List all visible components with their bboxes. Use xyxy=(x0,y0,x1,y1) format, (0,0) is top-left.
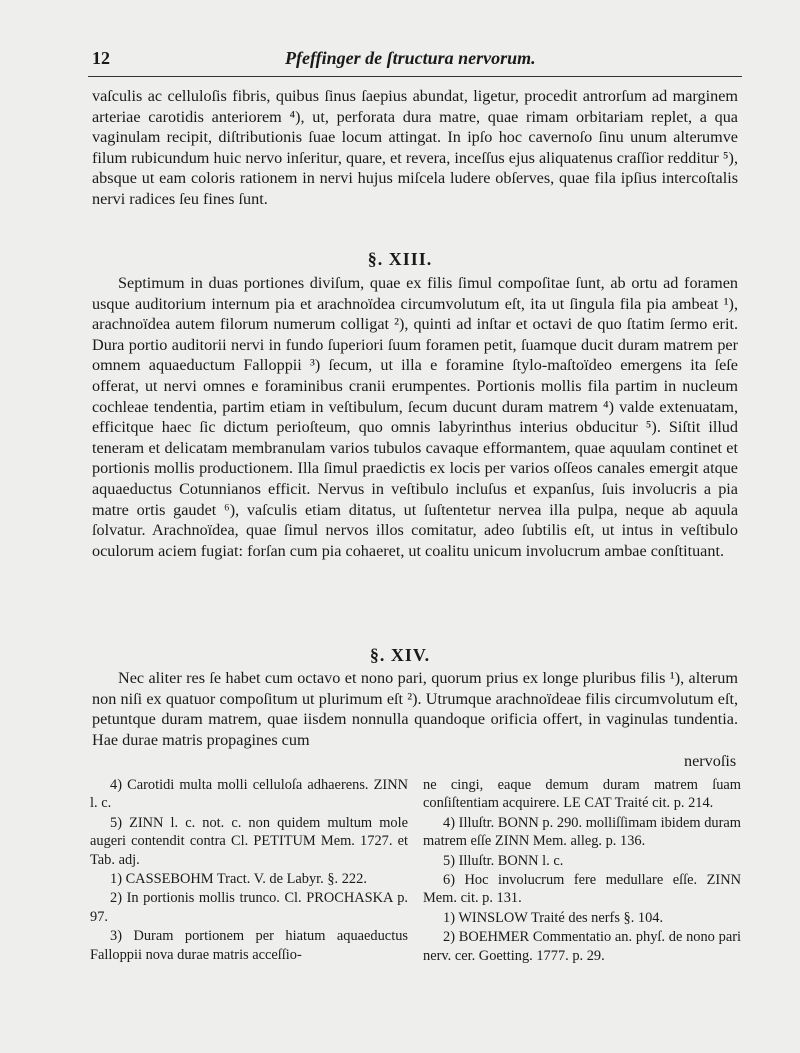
footnote: 5) Illuſtr. BONN l. c. xyxy=(443,852,564,869)
paragraph-1-text: vaſculis ac celluloſis fibris, quibus ſinus ſaepius abundat, ligetur, procedit antrorſum ad marginem arteriae carotidis anteriorem ⁴), ut, perforata dura matre, quae rimam orbitariam replet, a qua vaginulam recipit, diſtributionis ſuae locum attingat. In ipſo hoc cavernoſo ſinu unum alterumve filum rubicundum huic nervo inſeritur, quare, et revera, inceſſus ejus aliquatenus craſſior redditur ⁵), absque ut eam coloris rationem in nervi hujus miſcela ludere obſerves, quae fila ipſius intercoſtalis nervi radices ſeu fines ſunt. xyxy=(92,87,738,208)
footnote: 6) Hoc involucrum fere medullare eſſe. ZINN Mem. cit. p. 131. xyxy=(423,872,741,907)
catchword: nervoſis xyxy=(684,752,737,770)
footnote-continuation: ne cingi, eaque demum duram matrem ſuam conſiſtentiam acquirere. LE CAT Traité cit. p. 214. xyxy=(423,777,741,812)
paragraph-2-text: Septimum in duas portiones diviſum, quae ex filis ſimul compoſitae ſunt, ab ortu ad foramen usque auditorium internum pia et arachnoïdea circumvolutum eſt, ita ut ſingula fila pia ambeat ¹), arachnoïdea autem filorum numerum colligat ²), quinti ad inſtar et octavi de quo ſtatim ſermo erit. Dura portio auditorii nervi in fundo ſuperiori ſuum foramen petit, ſuamque ducit duram matrem per omnem aquaeductum Falloppii ³) ſecum, ut illa e foramine ſtylo-maſtoïdeo emergens ita ſeſe offerat, ut nervi omnes e foraminibus cranii erumpentes. Portionis mollis fila partim in nucleum cochleae tendentia, partim etiam in veſtibulum, ſecum ducunt duram matrem ⁴) valde extenuatam, efficitque haec ſic dictum perioſteum, quo omnis labyrinthus interius obducitur ⁵). Siſtit illud teneram et delicatam membranulam varios tubulos cavaque efformantem, quae aquulam continet et portionis mollis productionem. Illa ſimul praedictis ex locis per varios oſſeos canales emergit atque aquaeductus Cotunnianos efficit. Nervus in veſtibulo incluſus et expanſus, ſuis involucris a pia matre ortis gaudet ⁶), vaſculis etiam ditatus, ut ſuſtentetur nervea illa pulpa, neque ab aquula ſolvatur. Arachnoïdea, quae ſimul nervos illos comitatur, adeo ſubtilis eſt, ut intus in veſtibulo oculorum aciem fugiat: forſan cum pia cohaeret, ut coalitu unicum involucrum ambae conſtituant. xyxy=(92,274,738,560)
running-title: Pfeffinger de ſtructura nervorum. xyxy=(285,48,536,68)
header-rule xyxy=(88,76,742,77)
section-heading-14: §. XIV. xyxy=(369,645,431,665)
paragraph-2 xyxy=(92,273,738,561)
paragraph-1 xyxy=(92,86,738,210)
footnote: 1) CASSEBOHM Tract. V. de Labyr. §. 222. xyxy=(110,871,367,888)
section-heading-13: §. XIII. xyxy=(367,249,433,269)
footnote: 4) Illuſtr. BONN p. 290. molliſſimam ibidem duram matrem eſſe ZINN Mem. alleg. p. 136. xyxy=(423,814,741,850)
footnote: 3) Duram portionem per hiatum aquaeductus Falloppii nova durae matris acceſſio- xyxy=(90,928,408,963)
footnote: 2) BOEHMER Commentatio an. phyſ. de nono pari nerv. cer. Goetting. 1777. p. 29. xyxy=(423,929,741,964)
page-header xyxy=(92,48,740,72)
page-number: 12 xyxy=(92,48,110,68)
footnote: 2) In portionis mollis trunco. Cl. PROCHASKA p. 97. xyxy=(90,890,408,925)
footnotes-right xyxy=(423,776,741,966)
footnote: 5) ZINN l. c. not. c. non quidem multum mole augeri contendit contra Cl. PETITUM Mem. 1727. et Tab. adj. xyxy=(90,814,408,868)
footnotes-left xyxy=(90,776,408,965)
footnote: 4) Carotidi multa molli celluloſa adhaerens. ZINN l. c. xyxy=(90,777,408,812)
paragraph-3-text: Nec aliter res ſe habet cum octavo et nono pari, quorum prius ex longe pluribus filis ¹), alterum non niſi ex quatuor compoſitum ut plurimum eſt ²). Utrumque arachnoïdeae filis circumvolutum eſt, petuntque duram matrem, quae iisdem nonnulla quandoque orificia offert, in vaginulas tundentia. Hae durae matris propagines cum xyxy=(92,669,738,749)
paragraph-3 xyxy=(92,668,738,750)
footnote: 1) WINSLOW Traité des nerfs §. 104. xyxy=(443,909,664,926)
